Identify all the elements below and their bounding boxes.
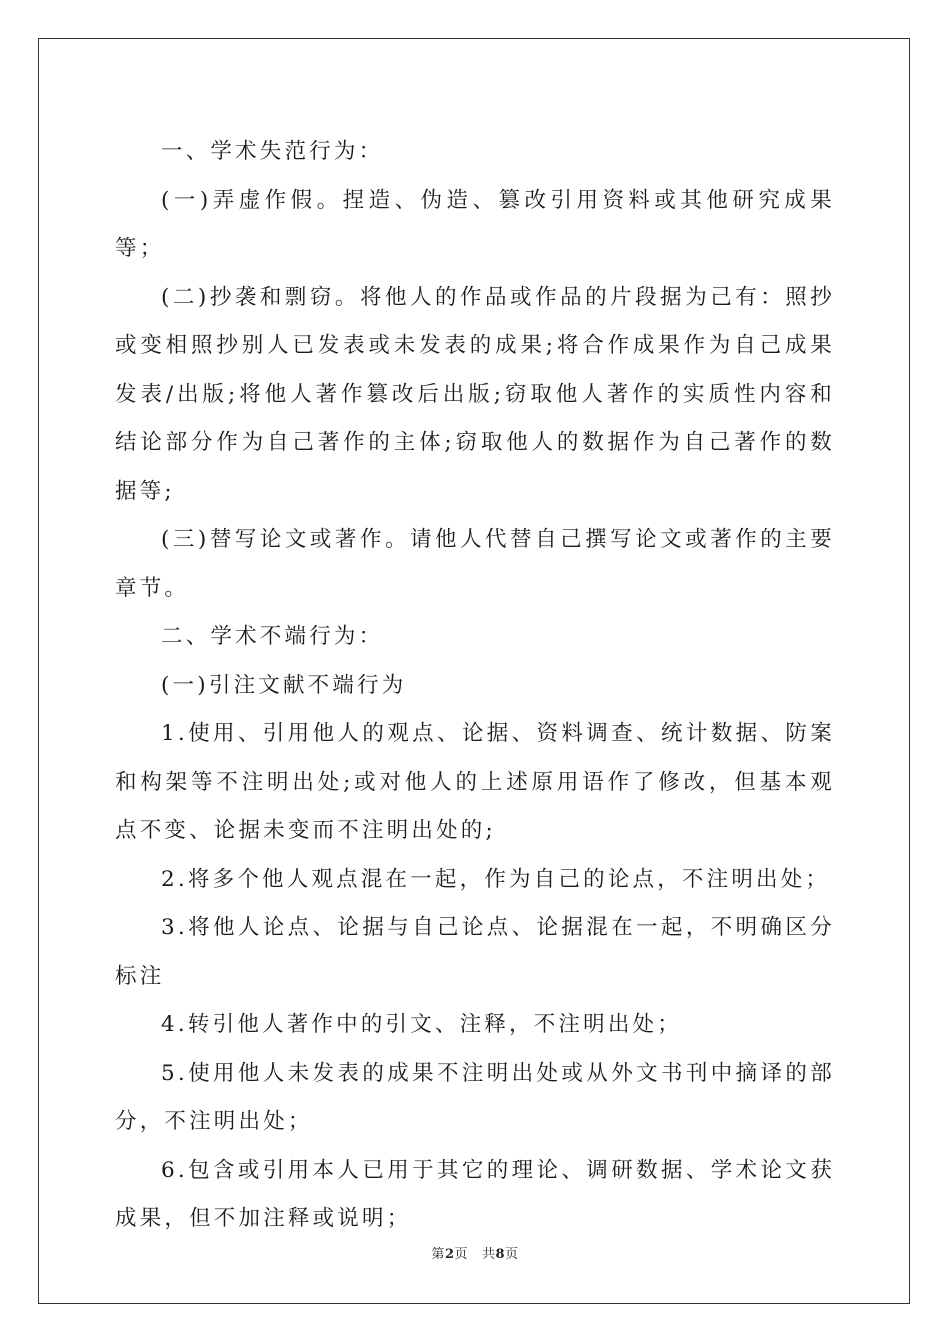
total-prefix: 共 [482, 1247, 496, 1262]
list-item: 1.使用、引用他人的观点、论据、资料调查、统计数据、防案和构架等不注明出处;或对他人的上述原用语作了修改，但基本观点不变、论据未变而不注明出处的; [115, 721, 835, 843]
page-total: 8 [495, 1247, 506, 1262]
list-item: 3.将他人论点、论据与自己论点、论据混在一起，不明确区分标注 [115, 915, 835, 989]
page-prefix: 第 [431, 1247, 445, 1262]
list-item: 4.转引他人著作中的引文、注释，不注明出处； [161, 1012, 682, 1037]
paragraph-subheading: (一)引注文献不端行为 [161, 672, 407, 698]
paragraph: (一)弄虚作假。捏造、伪造、篡改引用资料或其他研究成果等； [115, 187, 835, 261]
list-item: 2.将多个他人观点混在一起，作为自己的论点，不注明出处； [161, 866, 831, 892]
page-suffix: 页 [454, 1247, 468, 1262]
list-item: 5.使用他人未发表的成果不注明出处或从外文书刊中摘译的部分，不注明出处； [115, 1060, 835, 1134]
total-suffix: 页 [505, 1247, 519, 1262]
paragraph: (二)抄袭和剽窃。将他人的作品或作品的片段据为己有：照抄或变相照抄别人已发表或未发表的成果;将合作成果作为自己成果发表/出版;将他人著作篡改后出版;窃取他人著作的实质性内容和结论部分作为自己著作的主体;窃取他人的数据作为自己著作的数据等; [115, 284, 835, 504]
page-footer [0, 1243, 950, 1262]
paragraph-heading-1: 一、学术失范行为： [161, 139, 384, 164]
paragraph-heading-2: 二、学术不端行为： [161, 624, 384, 649]
page-current: 2 [444, 1247, 455, 1262]
list-item: 6.包含或引用本人已用于其它的理论、调研数据、学术论文获成果，但不加注释或说明； [115, 1157, 835, 1231]
document-body [115, 128, 835, 1244]
paragraph: (三)替写论文或著作。请他人代替自己撰写论文或著作的主要章节。 [115, 527, 835, 601]
